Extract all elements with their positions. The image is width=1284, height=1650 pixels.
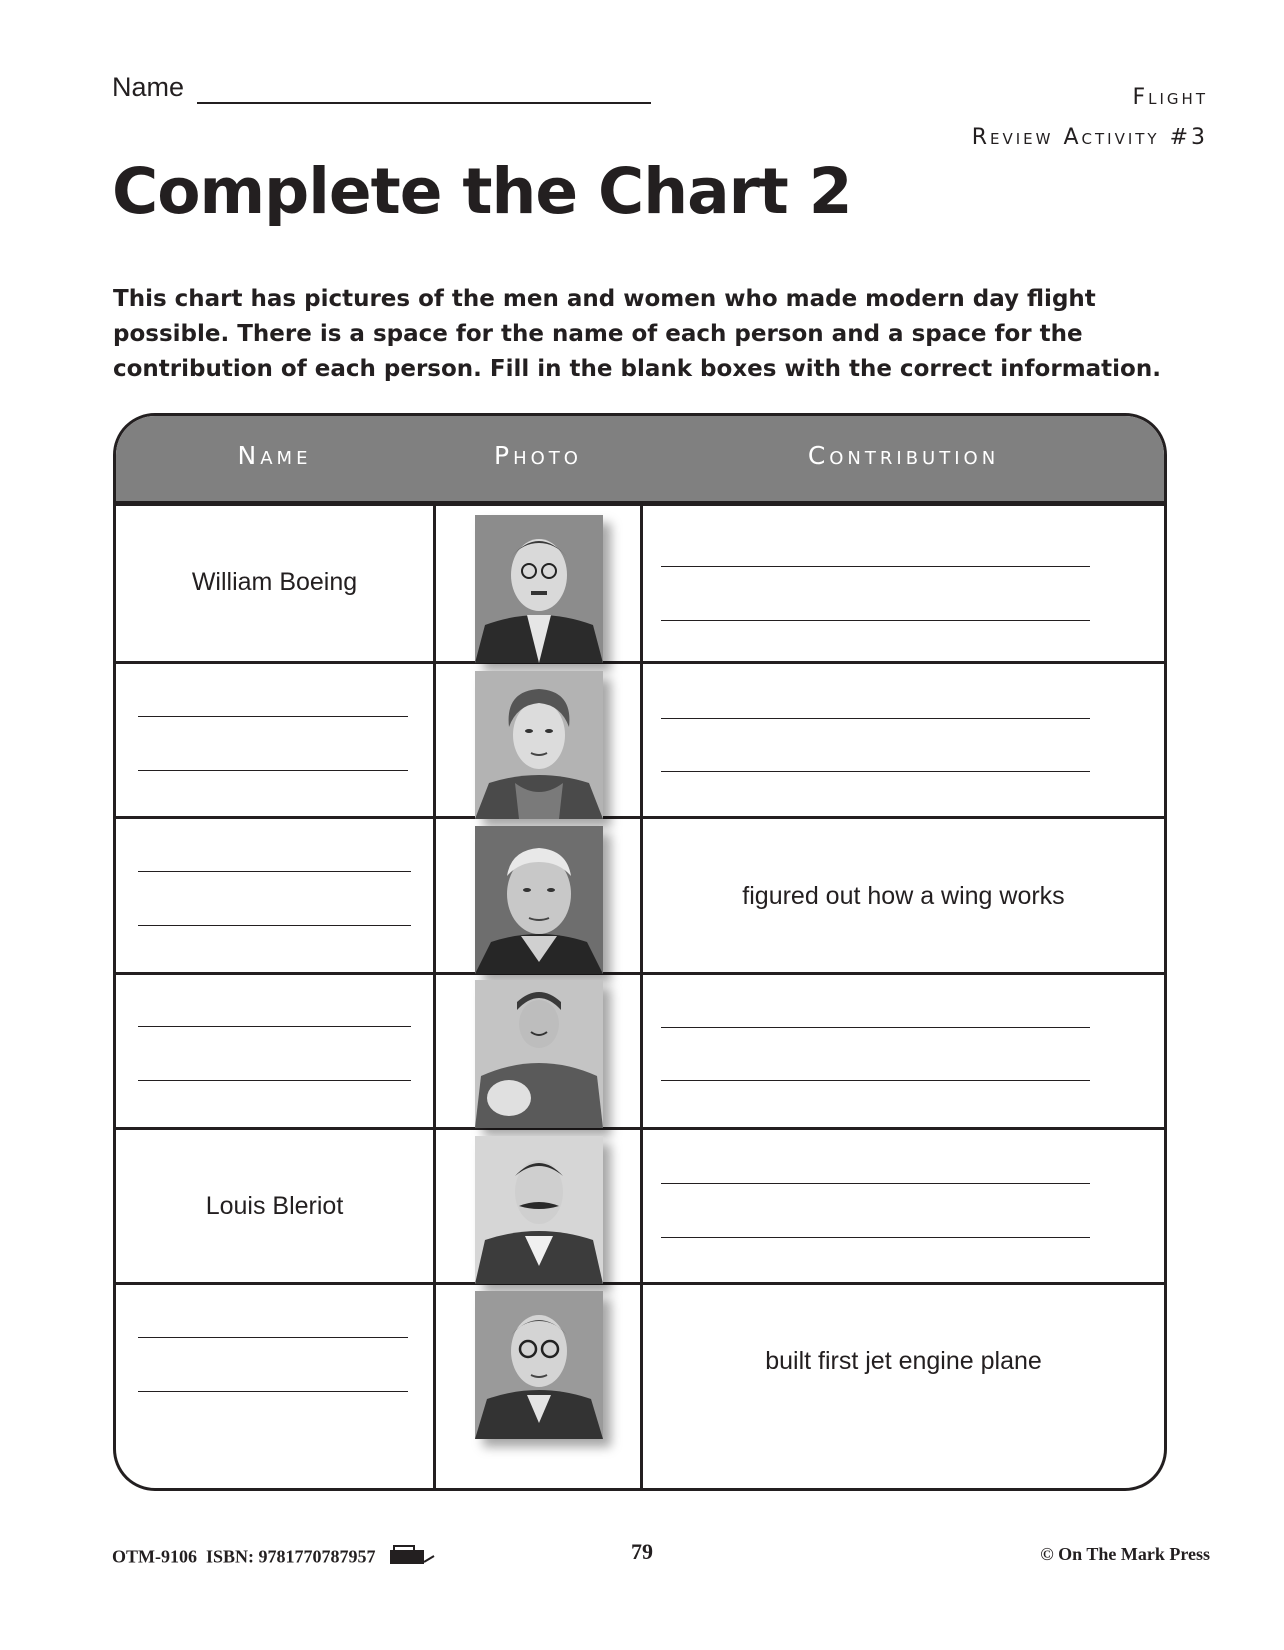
contribution-blank-line[interactable] [661,620,1090,621]
table-row [116,819,1164,972]
table-row [116,1130,1164,1282]
page-number: 79 [631,1539,653,1564]
person-photo [475,671,603,819]
contribution-text: built first jet engine plane [765,1347,1042,1375]
table-row [116,1285,1164,1491]
name-blank-line[interactable] [138,1337,408,1338]
contribution-blank-line[interactable] [661,771,1090,772]
person-photo [475,826,603,974]
column-header-name: Name [237,441,312,470]
name-blank-line[interactable] [138,1080,411,1081]
contribution-blank-line[interactable] [661,1183,1090,1184]
review-chart [113,413,1167,1491]
contribution-blank-line[interactable] [661,1237,1090,1238]
name-blank-line[interactable] [138,1026,411,1027]
subject-label: Flight [1132,85,1208,110]
page-title: Complete the Chart 2 [112,155,852,228]
name-blank-line[interactable] [138,1391,408,1392]
column-header-photo: Photo [494,441,582,470]
contribution-text: figured out how a wing works [742,882,1065,910]
contribution-blank-line[interactable] [661,1080,1090,1081]
contribution-blank-line[interactable] [661,1027,1090,1028]
publisher: © On The Mark Press [1040,1544,1210,1564]
person-photo [475,1291,603,1439]
column-header-contribution: Contribution [807,441,1000,470]
name-label: Name [112,72,185,102]
name-blank-line[interactable] [138,871,411,872]
name-blank-line[interactable] [138,925,411,926]
person-photo [475,515,603,663]
person-photo [475,980,603,1128]
table-row [116,664,1164,816]
contribution-blank-line[interactable] [661,566,1090,567]
person-name: Louis Bleriot [205,1192,344,1220]
name-blank-line[interactable] [138,770,408,771]
person-photo [475,1136,603,1284]
product-code: OTM-9106 [112,1546,197,1567]
table-row [116,506,1164,661]
table-row [116,975,1164,1127]
chart-header [116,416,1164,506]
isbn: ISBN: 9781770787957 [206,1546,376,1567]
name-input-line[interactable] [197,102,651,104]
instructions: This chart has pictures of the men and women who made modern day flight possible. There is a space for the name of each person and a space for the contribution of each person. Fill in the blank boxes with the correct information. [113,286,1161,382]
activity-label: Review Activity #3 [971,125,1208,150]
person-name: William Boeing [191,568,358,596]
name-blank-line[interactable] [138,716,408,717]
contribution-blank-line[interactable] [661,718,1090,719]
section-heading [972,78,1208,158]
